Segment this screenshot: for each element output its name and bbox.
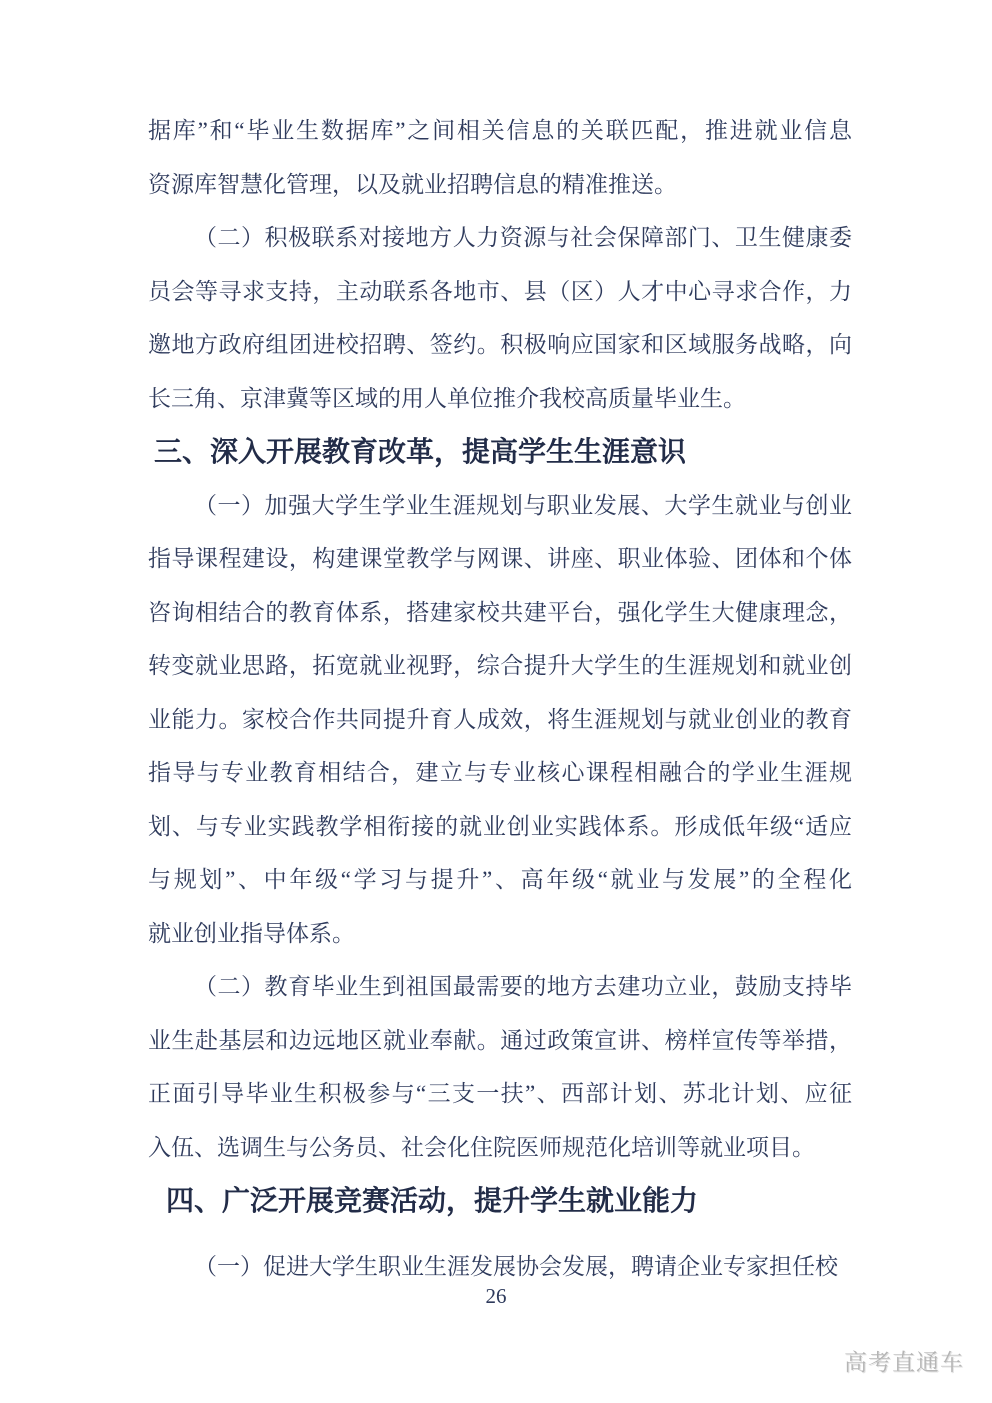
text-line: （二）积极联系对接地方人力资源与社会保障部门、卫生健康委 [194, 225, 852, 250]
text-line: 入伍、选调生与公务员、社会化住院医师规范化培训等就业项目。 [148, 1134, 815, 1160]
text-line: 据库”和“毕业生数据库”之间相关信息的关联匹配，推进就业信息 [148, 118, 852, 143]
text-line: （一）促进大学生职业生涯发展协会发展，聘请企业专家担任校 [194, 1253, 838, 1279]
text-line: 与规划”、中年级“学习与提升”、高年级“就业与发展”的全程化 [148, 867, 852, 892]
page-content [148, 0, 852, 1293]
page-number: 26 [485, 1284, 507, 1308]
text-line: 转变就业思路，拓宽就业视野，综合提升大学生的生涯规划和就业创 [148, 653, 852, 678]
text-line: 正面引导毕业生积极参与“三支一扶”、西部计划、苏北计划、应征 [148, 1081, 852, 1106]
text-line: 指导与专业教育相结合，建立与专业核心课程相融合的学业生涯规 [148, 760, 852, 785]
text-line: 指导课程建设，构建课堂教学与网课、讲座、职业体验、团体和个体 [148, 546, 852, 571]
text-line: 业生赴基层和边远地区就业奉献。通过政策宣讲、榜样宣传等举措， [148, 1027, 852, 1053]
text-line: 业能力。家校合作共同提升育人成效，将生涯规划与就业创业的教育 [148, 706, 852, 732]
text-line: （一）加强大学生学业生涯规划与职业发展、大学生就业与创业 [194, 492, 852, 518]
text-line: 长三角、京津冀等区域的用人单位推介我校高质量毕业生。 [148, 385, 746, 411]
text-line: 咨询相结合的教育体系，搭建家校共建平台，强化学生大健康理念， [148, 599, 852, 625]
section-heading-three: 三、深入开展教育改革，提高学生生涯意识 [154, 436, 687, 467]
section-heading-four: 四、广泛开展竞赛活动，提升学生就业能力 [166, 1185, 699, 1216]
watermark: 高考直通车 [844, 1349, 964, 1375]
text-line: 就业创业指导体系。 [148, 920, 355, 946]
text-line: 划、与专业实践教学相衔接的就业创业实践体系。形成低年级“适应 [148, 813, 852, 839]
text-line: 邀地方政府组团进校招聘、签约。积极响应国家和区域服务战略，向 [148, 332, 852, 357]
text-line: （二）教育毕业生到祖国最需要的地方去建功立业，鼓励支持毕 [194, 974, 852, 999]
text-line: 员会等寻求支持，主动联系各地市、县（区）人才中心寻求合作，力 [148, 278, 852, 304]
text-line: 资源库智慧化管理，以及就业招聘信息的精准推送。 [148, 171, 677, 197]
